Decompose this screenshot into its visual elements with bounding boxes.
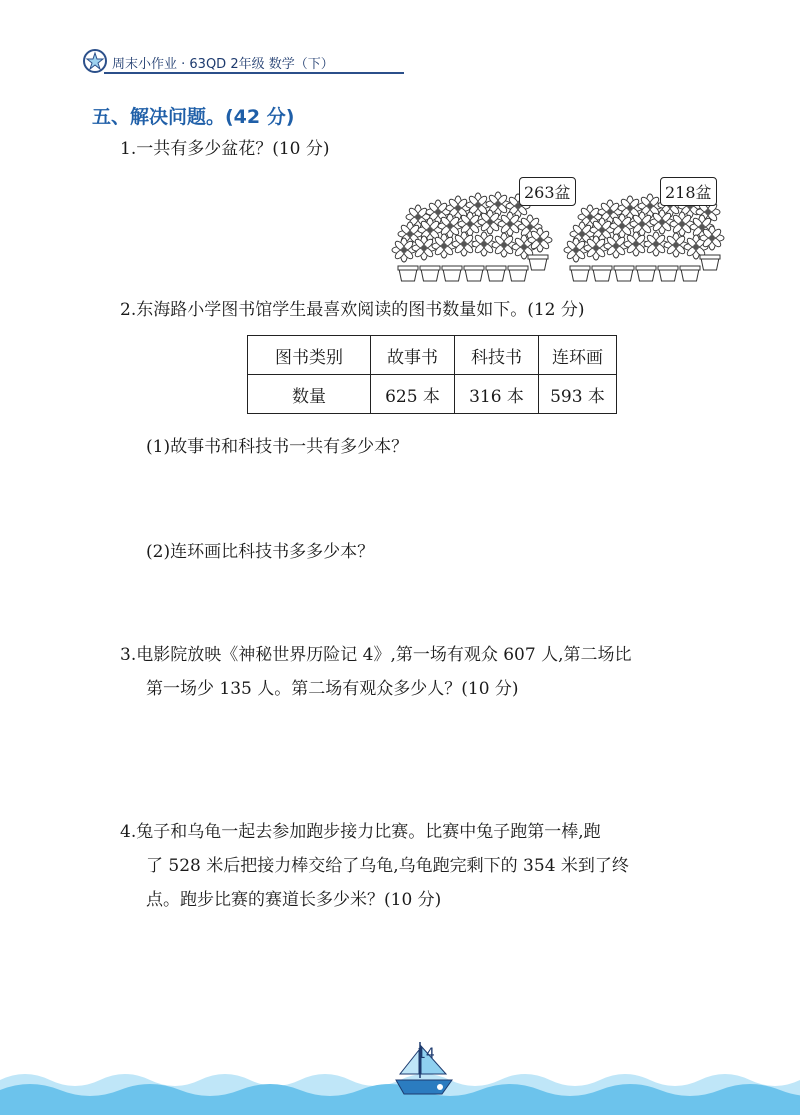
table-row: [248, 375, 617, 414]
header-title: 周末小作业 · 63QD 2年级 数学（下）: [112, 57, 334, 72]
header-divider: [104, 72, 404, 74]
question-2-part-2: (2)连环画比科技书多多少本？: [146, 542, 375, 562]
flower-group-right: [564, 193, 724, 281]
table-header-cell: 连环画: [539, 336, 617, 375]
question-4-line-3: 点。跑步比赛的赛道长多少米？(10 分): [146, 890, 442, 910]
table-header-cell: 科技书: [455, 336, 539, 375]
question-1: 1.一共有多少盆花？(10 分): [120, 139, 330, 159]
footer-waves: [0, 1040, 800, 1115]
book-count-table: [247, 335, 617, 414]
section-title: 五、解决问题。(42 分): [92, 106, 295, 128]
question-4-line-2: 了 528 米后把接力棒交给了乌龟,乌龟跑完剩下的 354 米到了终: [146, 856, 629, 876]
table-cell: 593 本: [539, 375, 617, 414]
table-header-cell: 故事书: [371, 336, 455, 375]
table-header-row: [248, 336, 617, 375]
question-3-line-2: 第一场少 135 人。第二场有观众多少人？(10 分): [146, 679, 519, 699]
pot-count-label-left: 263盆: [519, 177, 576, 206]
table-header-cell: 图书类别: [248, 336, 371, 375]
page-number: 14: [417, 1046, 435, 1062]
question-4-line-1: 4.兔子和乌龟一起去参加跑步接力比赛。比赛中兔子跑第一棒,跑: [120, 822, 601, 842]
question-3-line-1: 3.电影院放映《神秘世界历险记 4》,第一场有观众 607 人,第二场比: [120, 645, 632, 665]
table-cell: 625 本: [371, 375, 455, 414]
star-logo-icon: [82, 48, 108, 74]
pot-count-label-right: 218盆: [660, 177, 717, 206]
question-2-part-1: (1)故事书和科技书一共有多少本？: [146, 437, 409, 457]
table-cell: 数量: [248, 375, 371, 414]
table-cell: 316 本: [455, 375, 539, 414]
question-2: 2.东海路小学图书馆学生最喜欢阅读的图书数量如下。(12 分): [120, 300, 585, 320]
page-header: [82, 48, 332, 76]
